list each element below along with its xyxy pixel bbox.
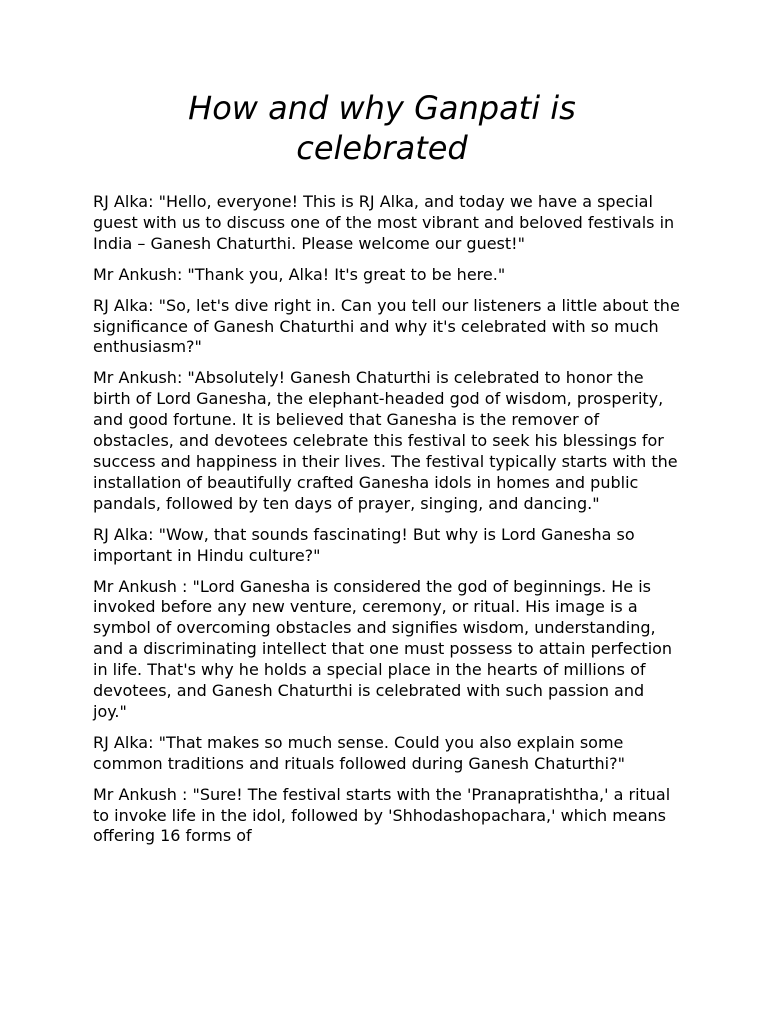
- paragraph-rj-alka-importance-question: RJ Alka: "Wow, that sounds fascinating! But why is Lord Ganesha so important in Hindu culture?": [93, 524, 635, 565]
- document-body: [93, 192, 683, 857]
- paragraph-ankush-importance-answer: Mr Ankush : "Lord Ganesha is considered the god of beginnings. He is invoked before any new venture, ceremony, or ritual. His image is a symbol of overcoming obstacles and signifies wisdom, understanding, and a discriminating intellect that one must possess to attain perfection in life. That's why he holds a special place in the hearts of millions of devotees, and Ganesh Chaturthi is celebrated with such passion and joy.": [93, 576, 673, 721]
- paragraph-rj-alka-intro: RJ Alka: "Hello, everyone! This is RJ Alka, and today we have a special guest with us to discuss one of the most vibrant and beloved festivals in India – Ganesh Chaturthi. Please welcome our guest!": [93, 192, 675, 253]
- paragraph-ankush-significance-answer: Mr Ankush: "Absolutely! Ganesh Chaturthi is celebrated to honor the birth of Lord Ganesha, the elephant-headed god of wisdom, prosperity, and good fortune. It is believed that Ganesha is the remover of obstacles, and devotees celebrate this festival to seek his blessings for success and happiness in their lives. The festival typically starts with the installation of beautifully crafted Ganesha idols in homes and public pandals, followed by ten days of prayer, singing, and dancing.": [93, 368, 678, 513]
- paragraph-ankush-traditions-answer: Mr Ankush : "Sure! The festival starts with the 'Pranapratishtha,' a ritual to invoke life in the idol, followed by 'Shhodashopachara,' which means offering 16 forms of: [93, 784, 671, 846]
- paragraph-rj-alka-significance-question: RJ Alka: "So, let's dive right in. Can you tell our listeners a little about the significance of Ganesh Chaturthi and why it's celebrated with so much enthusiasm?": [93, 295, 680, 357]
- document-title: How and why Ganpati is celebrated: [188, 89, 576, 167]
- paragraph-ankush-thanks: Mr Ankush: "Thank you, Alka! It's great to be here.": [93, 264, 506, 284]
- paragraph-rj-alka-traditions-question: RJ Alka: "That makes so much sense. Could you also explain some common traditions and rituals followed during Ganesh Chaturthi?": [93, 732, 625, 773]
